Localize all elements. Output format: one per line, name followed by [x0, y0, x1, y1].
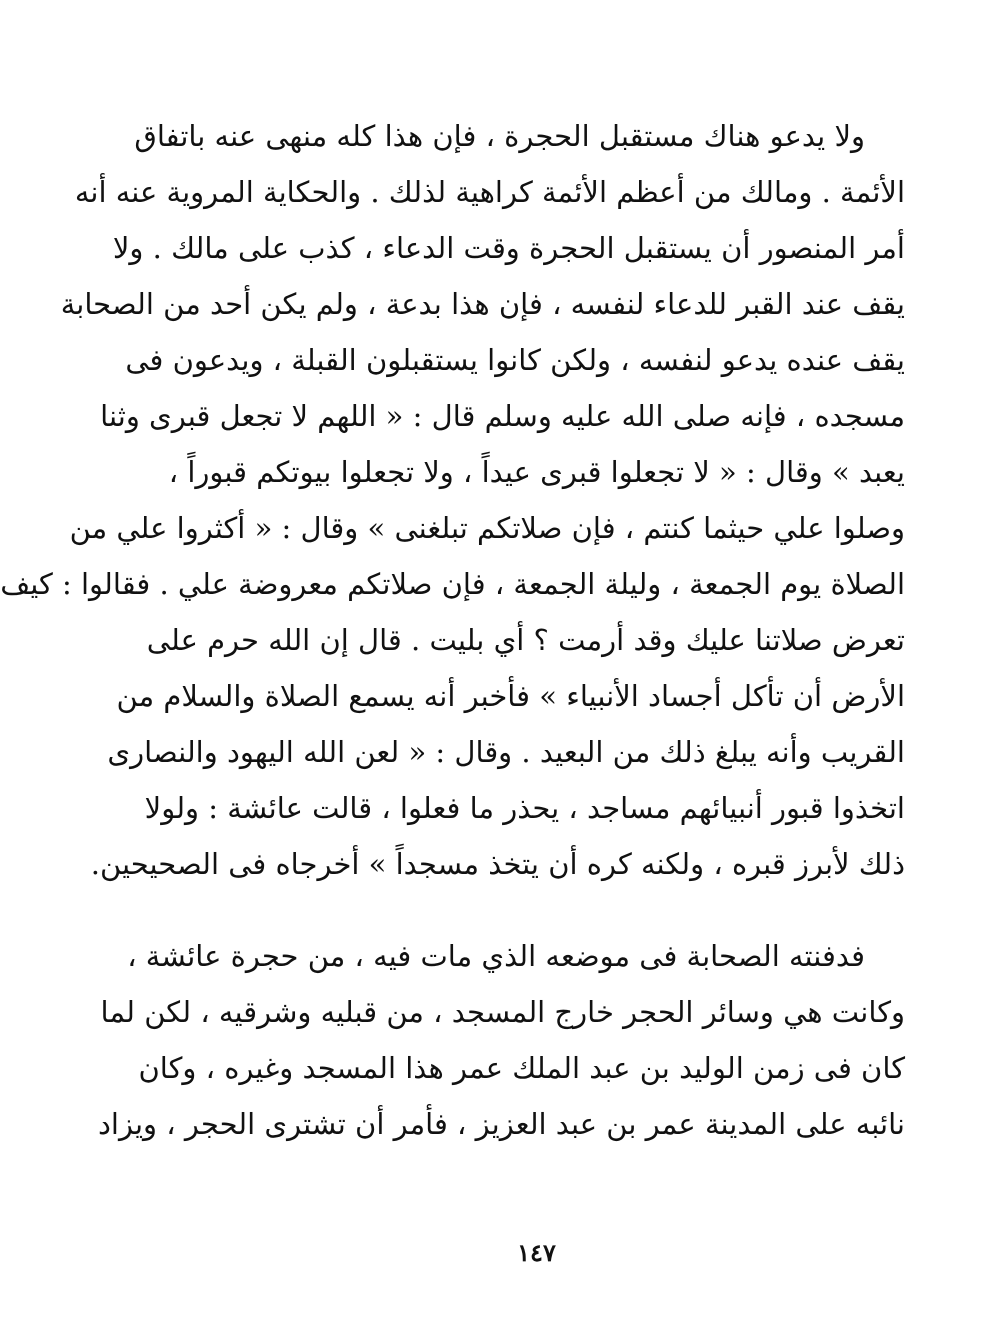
- text-line: اتخذوا قبور أنبيائهم مساجد ، يحذر ما فعلوا ، قالت عائشة : ولولا: [144, 791, 905, 825]
- text-line: يقف عنده يدعو لنفسه ، ولكن كانوا يستقبلون القبلة ، ويدعون فى: [125, 343, 905, 377]
- text-line: كان فى زمن الوليد بن عبد الملك عمر هذا المسجد وغيره ، وكان: [138, 1051, 905, 1085]
- text-line: القريب وأنه يبلغ ذلك من البعيد . وقال : « لعن الله اليهود والنصارى: [107, 735, 905, 769]
- text-line: وصلوا علي حيثما كنتم ، فإن صلاتكم تبلغنى » وقال : « أكثروا علي من: [69, 511, 905, 545]
- text-line: ولا يدعو هناك مستقبل الحجرة ، فإن هذا كله منهى عنه باتفاق: [134, 119, 865, 153]
- text-line: نائبه على المدينة عمر بن عبد العزيز ، فأمر أن تشترى الحجر ، ويزاد: [98, 1107, 905, 1141]
- text-line: الأئمة . ومالك من أعظم الأئمة كراهية لذلك . والحكاية المروية عنه أنه: [74, 175, 905, 209]
- paragraph-1: [0, 108, 905, 892]
- text-line: يقف عند القبر للدعاء لنفسه ، فإن هذا بدعة ، ولم يكن أحد من الصحابة: [60, 287, 905, 321]
- text-body: [0, 108, 905, 1152]
- text-line: الصلاة يوم الجمعة ، وليلة الجمعة ، فإن صلاتكم معروضة علي . فقالوا : كيف: [0, 567, 905, 601]
- text-line: يعبد » وقال : « لا تجعلوا قبرى عيداً ، ولا تجعلوا بيوتكم قبوراً ،: [168, 455, 905, 489]
- page-number: ١٤٧: [517, 1238, 556, 1267]
- text-line: تعرض صلاتنا عليك وقد أرمت ؟ أي بليت . قال إن الله حرم على: [146, 623, 905, 657]
- text-line: أمر المنصور أن يستقبل الحجرة وقت الدعاء ، كذب على مالك . ولا: [112, 231, 905, 265]
- paragraph-spacer: [188, 892, 905, 928]
- paragraph-2: [98, 928, 905, 1152]
- text-line: ذلك لأبرز قبره ، ولكنه كره أن يتخذ مسجداً » أخرجاه فى الصحيحين.: [90, 847, 905, 881]
- text-line: الأرض أن تأكل أجساد الأنبياء » فأخبر أنه يسمع الصلاة والسلام من: [116, 679, 905, 713]
- text-line: فدفنته الصحابة فى موضعه الذي مات فيه ، من حجرة عائشة ،: [127, 939, 865, 973]
- text-line: وكانت هي وسائر الحجر خارج المسجد ، من قبليه وشرقيه ، لكن لما: [100, 995, 905, 1029]
- text-line: مسجده ، فإنه صلى الله عليه وسلم قال : « اللهم لا تجعل قبرى وثنا: [100, 399, 905, 433]
